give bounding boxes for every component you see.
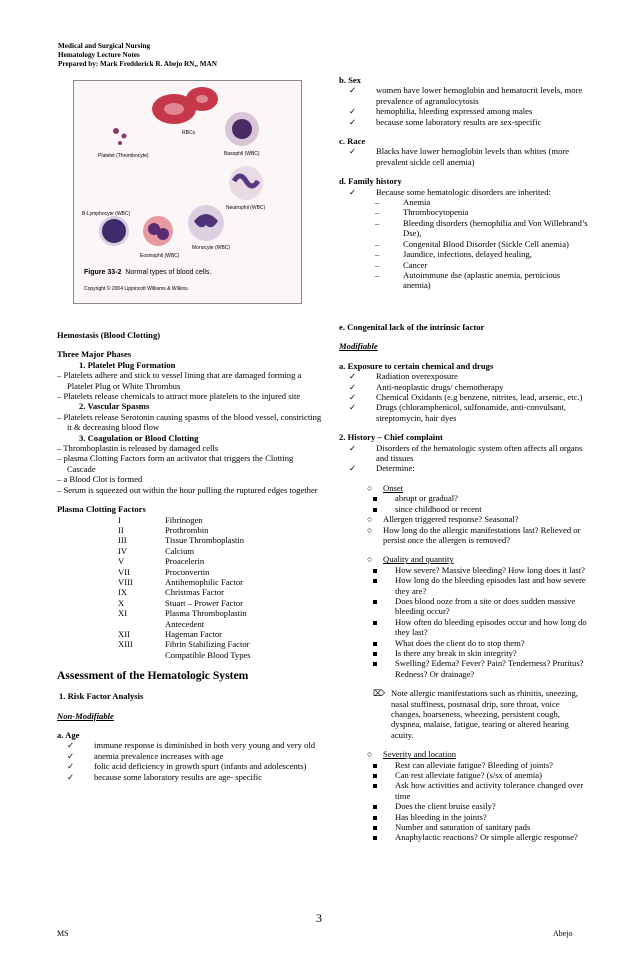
family-item-text: Jaundice, infections, delayed healing, [403,249,532,260]
factor-name: Proacelerin [165,556,205,567]
factor-spacer [115,598,165,608]
spacer [57,682,322,691]
onset-item-text: since childhood or recent [395,503,482,514]
check-icon: ✓ [349,146,357,157]
note-icon: ⌦ [373,688,386,699]
phase-3-title: 3. Coagulation or Blood Clotting [79,432,199,443]
label-monocyte: Monocyte (WBC) [192,245,231,251]
severity-item-text: Ask how activities and activity tolerance changed over time [395,780,584,801]
spacer [339,679,589,688]
sex-item [339,117,589,127]
severity-item-text: Number and saturation of sanitary pads [395,822,531,833]
history-heading: 2. History – Chief complaint [339,432,443,443]
exposure-item [339,402,589,423]
square-bullet-icon [339,770,385,780]
check-icon: ✓ [67,750,75,761]
factor-spacer [115,577,165,587]
label-platelet: Platelet (Thrombocyte) [98,153,149,159]
sex-item-text: hemophilia, bleeding expressed among males [376,106,533,117]
phase-2-title: 2. Vascular Spasms [79,401,150,412]
basophil-nucleus [232,119,252,139]
circle-bullet-icon: ○ [367,554,373,565]
severity-item [339,812,589,822]
onset-heading [339,483,589,493]
eosinophil-nucleus-2 [157,228,169,240]
age-item [57,740,322,750]
exposure-item [339,392,589,402]
sex-item-text: because some laboratory results are sex-specific [376,116,542,127]
rbc-center-2 [196,95,208,103]
dash-icon: – [375,269,380,280]
factor-spacer [115,525,165,535]
square-bullet-icon [339,780,385,801]
family-item-text: Thrombocytopenia [403,207,469,218]
platelet-shape-3 [118,141,122,145]
header-author: Prepared by: Mark Fredderick R. Abejo RN,, MAN [58,60,217,68]
factor-name: Proconvertin [165,566,210,577]
congenital-heading: e. Congenital lack of the intrinsic factor [339,322,485,332]
spacer [57,702,322,711]
rbc-center [164,103,184,115]
spacer [339,332,589,341]
family-item [339,218,589,239]
quality-item-text: Swelling? Edema? Fever? Pain? Tenderness? Pruritus? Redness? Or drainage? [395,658,584,679]
factor-spacer [115,556,165,566]
figure-copyright: Copyright © 2004 Lippincott Williams & Wilkins. [84,286,190,292]
factor-spacer [115,639,165,660]
onset-heading-text: Onset [383,482,404,493]
family-item-text: Congenital Blood Disorder (Sickle Cell anemia) [403,238,569,249]
severity-item [339,801,589,811]
factor-number: XII [118,628,130,639]
sex-item [339,85,589,106]
severity-item-text: Does the client bruise easily? [395,801,496,812]
factor-name: Tissue Thromboplastin [165,535,245,546]
severity-heading [339,749,589,759]
factor-number: IV [118,545,128,556]
modifiable-heading: Modifiable [339,341,378,352]
label-neutrophil: Neutrophil (WBC) [226,205,266,211]
check-icon: ✓ [349,106,357,117]
spacer [339,545,589,554]
blood-cells-illustration [74,81,301,303]
family-history-heading: d. Family history [339,176,402,187]
spacer [339,474,589,483]
quality-item-text: How severe? Massive bleeding? How long does it last? [395,564,585,575]
square-bullet-icon [339,822,385,832]
figure-caption-number: Figure 33-2 [84,269,122,276]
spacer [57,340,322,349]
phase-1-title: 1. Platelet Plug Formation [79,359,176,370]
severity-item [339,780,589,801]
square-bullet-icon [339,617,385,638]
quality-item [339,648,589,658]
exposure-item-text: Anti-neoplastic drugs/ chemotherapy [376,381,504,392]
severity-item-text: Can rest alleviate fatigue? (s/sx of anemia) [395,770,542,781]
circle-bullet-icon: ○ [367,514,373,525]
family-item [339,249,589,259]
phase-3-item: – Serum is squeezed out within the hour pulling the ruptured edges together [57,484,318,495]
assessment-heading: Assessment of the Hematologic System [57,669,249,683]
label-lymphocyte: B-Lymphocyte (WBC) [82,211,131,217]
lymphocyte-nucleus [102,219,126,243]
severity-item [339,832,589,842]
square-bullet-icon [339,801,385,811]
phase-2-item: – Platelets release Serotonin causing spasms of the blood vessel, constricting it & decreasing blood flow [57,411,322,433]
phase-1-item: – Platelets release chemicals to attract more platelets to the injured site [57,391,301,402]
clotting-factors-table [57,515,322,661]
severity-item-text: Anaphylactic reactions? Or simple allergic response? [395,832,578,843]
risk-factor-heading: 1. Risk Factor Analysis [59,691,144,702]
document-header [58,42,217,69]
factor-number: II [118,524,124,535]
allergen-item-text: How long do the allergic manifestations last? Relieved or persist once the allergen is removed? [383,524,581,545]
quality-item [339,565,589,575]
phase-1-item: – Platelets adhere and stick to vessel lining that are damaged forming a Platelet Plug or White Thrombus [57,370,302,391]
factor-number: X [118,597,125,608]
quality-item-text: How long do the bleeding episodes last and how severe they are? [395,575,586,596]
label-basophil: Basophil (WBC) [224,151,260,157]
note-text: Note allergic manifestations such as rhinitis, sneezing, nasal stuffiness, postnasal drip, sore throat, voice changes, hoarseness, wheezing, persistent cough, dyspnea, malaise, fatigue, tearing or altered hearing acuity. [391,688,578,740]
check-icon: ✓ [349,392,357,403]
blood-cells-figure [73,80,302,304]
history-item-text: Determine: [376,463,415,474]
allergen-item-text: Allergen triggered response? Seasonal? [383,514,519,525]
factor-name: Calcium [165,545,195,556]
age-item-text: folic acid deficiency in growth spurt (infants and adolescents) [94,761,307,772]
circle-bullet-icon: ○ [367,749,373,760]
dash-icon: – [375,238,380,249]
quality-item-text: How often do bleeding episodes occur and how long do they last? [395,616,587,638]
factor-spacer [115,515,165,525]
square-bullet-icon [339,596,385,617]
dash-icon: – [375,217,380,228]
exposure-heading: a. Exposure to certain chemical and drugs [339,360,494,371]
family-item-text: Anemia [403,197,431,208]
check-icon: ✓ [349,85,357,96]
spacer [339,352,589,361]
onset-item [339,504,589,514]
phase-3-item: – Thromboplastin is released by damaged cells [57,443,219,454]
family-item [339,260,589,270]
spacer [339,127,589,136]
square-bullet-icon [339,648,385,658]
quality-item [339,617,589,638]
severity-item [339,760,589,770]
family-item [339,239,589,249]
factor-name: Plasma Thromboplastin Antecedent [165,608,247,629]
sex-item [339,106,589,116]
non-modifiable-heading: Non-Modifiable [57,710,114,721]
circle-bullet-icon: ○ [367,482,373,493]
check-icon: ✓ [67,740,75,751]
note-item [339,688,589,740]
factor-spacer [115,587,165,597]
severity-item-text: Rest can alleviate fatigue? Bleeding of joints? [395,759,553,770]
spacer [339,740,589,749]
spacer [57,660,322,669]
race-item [339,146,589,167]
factor-name: Hageman Factor [165,628,223,639]
allergen-item [339,525,589,546]
age-item [57,772,322,782]
factor-number: VII [118,566,130,577]
factor-name: Fibrin Stabilizing Factor Compatible Blood Types [165,639,251,660]
severity-heading-text: Severity and location [383,749,457,760]
history-item [339,443,589,464]
right-column-lower [339,322,589,843]
clotting-factors-heading: Plasma Clotting Factors [57,504,146,515]
spacer [339,167,589,176]
quality-item [339,596,589,617]
onset-item [339,493,589,503]
exposure-item-text: Drugs (chloramphenicol, sulfonamide, anti-convulsant, streptomycin, hair dyes [376,402,566,423]
quality-item-text: Is there any break in skin integrity? [395,647,517,658]
square-bullet-icon [339,565,385,575]
header-subtitle: Hematology Lecture Notes [58,51,140,59]
exposure-item [339,382,589,392]
figure-caption [84,269,211,276]
check-icon: ✓ [349,463,357,474]
onset-item-text: abrupt or gradual? [395,493,458,504]
race-item-text: Blacks have lower hemoglobin levels than whites (more prevalent sickle cell anemia) [376,146,570,167]
factor-number: VIII [118,576,133,587]
square-bullet-icon [339,760,385,770]
right-column-upper [339,75,589,291]
factor-number: I [118,514,121,525]
family-item [339,270,589,291]
history-item-text: Disorders of the hematologic system often affects all organs and tissues [376,442,583,464]
dash-icon: – [375,249,380,260]
label-rbcs: RBCs [182,130,196,136]
factor-number: III [118,535,127,546]
square-bullet-icon [339,504,385,514]
factor-number: XIII [118,639,133,650]
family-item-text: Bleeding disorders (hemophilia and Von Willebrand’s Dse), [403,217,588,239]
square-bullet-icon [339,658,385,679]
severity-item-text: Has bleeding in the joints? [395,811,487,822]
check-icon: ✓ [67,761,75,772]
quality-item-text: What does the client do to stop them? [395,637,525,648]
factor-spacer [115,567,165,577]
factor-number: V [118,556,125,567]
exposure-item-text: Chemical Oxidants (e.g benzene, nitrites, lead, arsenic, etc.) [376,392,583,403]
factor-spacer [115,608,165,629]
family-item [339,207,589,217]
race-heading: c. Race [339,136,366,147]
factor-number: IX [118,587,128,598]
age-heading: a. Age [57,730,80,740]
left-column [57,330,322,782]
factor-spacer [115,629,165,639]
family-intro-text: Because some hematologic disorders are inherited: [376,186,551,197]
severity-item [339,822,589,832]
family-item-text: Autoimmune dse (aplastic anemia, pernicious anemia) [403,269,561,291]
age-item [57,751,322,761]
figure-caption-text: Normal types of blood cells. [125,269,212,276]
hemostasis-heading: Hemostasis (Blood Clotting) [57,330,161,340]
family-item [339,197,589,207]
square-bullet-icon [339,575,385,596]
age-item-text: anemia prevalence increases with age [94,750,224,761]
exposure-item-text: Radiation overexposure [376,371,458,382]
severity-item [339,770,589,780]
quality-item-text: Does blood ooze from a site or does sudden massive bleeding occur? [395,595,576,617]
factor-name: Stuart – Prower Factor [165,597,244,608]
check-icon: ✓ [349,371,357,382]
age-item-text: immune response is diminished in both very young and very old [94,740,316,751]
age-item-text: because some laboratory results are age- specific [94,771,262,782]
square-bullet-icon [339,493,385,503]
factor-name: Fibrinogen [165,514,203,525]
factor-number: XI [118,608,128,619]
sex-item-text: women have lower hemoglobin and hematocrit levels, more prevalence of agranulocytosis [376,85,583,106]
family-intro [339,187,589,197]
age-item [57,761,322,771]
quality-item [339,658,589,679]
dash-icon: – [375,207,380,218]
dash-icon: – [375,197,380,208]
footer-right: Abejo [553,929,573,938]
family-item-text: Cancer [403,259,428,270]
dash-icon: – [375,259,380,270]
quality-heading-text: Quality and quantity [383,554,454,565]
history-item [339,463,589,473]
square-bullet-icon [339,812,385,822]
quality-heading [339,554,589,564]
check-icon: ✓ [349,116,357,127]
quality-item [339,638,589,648]
factor-name: Antihemophilic Factor [165,576,244,587]
check-icon: ✓ [349,186,357,197]
check-icon: ✓ [349,442,357,453]
square-bullet-icon [339,638,385,648]
quality-item [339,575,589,596]
sex-heading: b. Sex [339,75,361,85]
check-icon: ✓ [349,381,357,392]
platelet-shape [113,128,119,134]
factor-spacer [115,546,165,556]
check-icon: ✓ [349,402,357,413]
spacer [57,495,322,504]
platelet-shape-2 [122,134,127,139]
circle-bullet-icon: ○ [367,524,373,535]
spacer [339,423,589,432]
allergen-item [339,514,589,524]
phases-heading: Three Major Phases [57,349,132,360]
label-eosinophil: Eosinophil (WBC) [140,253,180,259]
spacer [57,721,322,730]
factor-spacer [115,535,165,545]
page-number: 3 [316,911,322,925]
factor-name: Prothrombin [165,524,209,535]
exposure-item [339,371,589,381]
factor-name: Christmas Factor [165,587,224,598]
check-icon: ✓ [67,771,75,782]
phase-3-item: – plasma Clotting Factors form an activator that triggers the Clotting Cascade [57,453,294,474]
header-course: Medical and Surgical Nursing [58,42,151,50]
square-bullet-icon [339,832,385,842]
phase-3-item: – a Blood Clot is formed [57,474,143,485]
footer-left: MS [57,929,69,938]
